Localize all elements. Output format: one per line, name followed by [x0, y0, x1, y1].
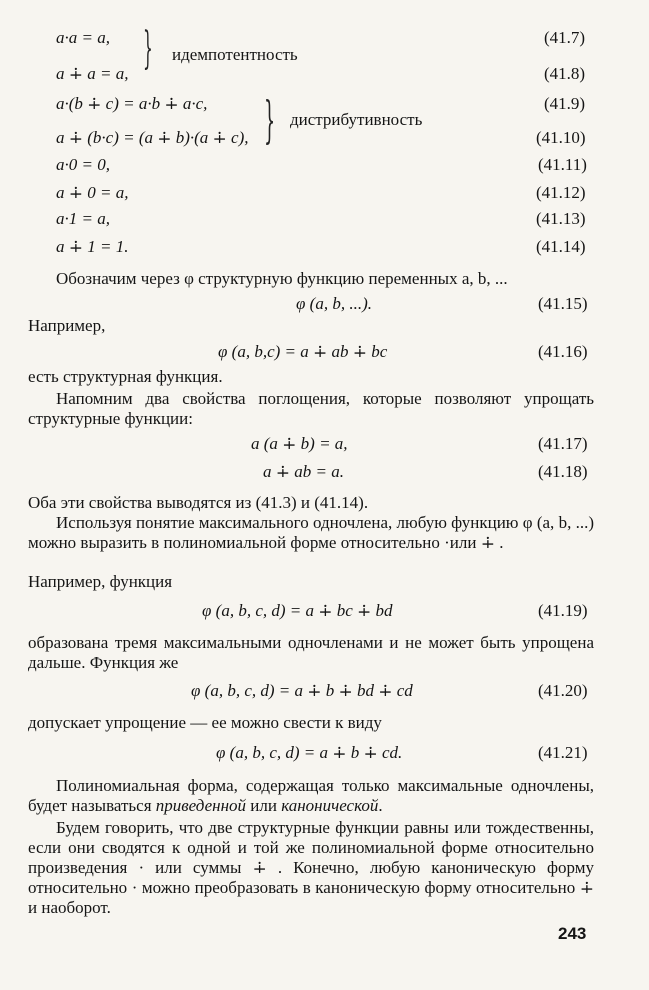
term-reduced: приведенной — [155, 796, 247, 815]
equation-label-41-18: (41.18) — [538, 462, 588, 481]
canonical-text-before: Полиномиальная форма, содержащая только максимальные одночлены, будет называться — [28, 776, 594, 815]
canonical-text-middle: или — [246, 796, 282, 815]
equation-41-10: a ∔ (b·c) = (a ∔ b)·(a ∔ c), — [56, 128, 249, 147]
equation-41-18: a ∔ ab = a. — [263, 462, 344, 481]
equation-label-41-21: (41.21) — [538, 743, 588, 762]
equation-41-12: a ∔ 0 = a, — [56, 183, 129, 202]
paragraph-polynomial-form: Используя понятие максимального одночлена, любую функцию φ (a, b, ...) можно выразить в полиномиальной форме относительно ·или ∔ . — [28, 513, 594, 552]
label-distributivity: дистрибутивность — [290, 110, 423, 129]
brace-idempotence: } — [143, 23, 153, 74]
equation-label-41-14: (41.14) — [536, 237, 586, 256]
equation-label-41-19: (41.19) — [538, 601, 588, 620]
equation-41-8: a ∔ a = a, — [56, 64, 129, 83]
paragraph-definition: Обозначим через φ структурную функцию переменных a, b, ... — [56, 269, 508, 288]
equation-label-41-20: (41.20) — [538, 681, 588, 700]
equation-41-15: φ (a, b, ...). — [296, 294, 372, 313]
brace-distributivity: } — [264, 91, 276, 149]
equation-41-9: a·(b ∔ c) = a·b ∔ a·c, — [56, 94, 208, 113]
paragraph-formed-by: образована тремя максимальными одночленами и не может быть упрощена дальше. Функция же — [28, 633, 594, 672]
equation-41-14: a ∔ 1 = 1. — [56, 237, 129, 256]
paragraph-canonical-form — [28, 776, 594, 816]
equation-label-41-15: (41.15) — [538, 294, 588, 313]
equation-41-21: φ (a, b, c, d) = a ∔ b ∔ cd. — [216, 743, 403, 762]
equation-41-13: a·1 = a, — [56, 209, 110, 228]
equation-41-19: φ (a, b, c, d) = a ∔ bc ∔ bd — [202, 601, 393, 620]
paragraph-absorption: Напомним два свойства поглощения, которые позволяют упрощать структурные функции: — [28, 389, 594, 428]
equation-label-41-7: (41.7) — [544, 28, 586, 47]
label-idempotence: идемпотентность — [172, 45, 298, 64]
canonical-text-after: . — [378, 796, 383, 815]
equation-label-41-13: (41.13) — [536, 209, 586, 228]
paragraph-example: Например, — [28, 316, 106, 335]
equation-label-41-8: (41.8) — [544, 64, 586, 83]
equation-41-16: φ (a, b,c) = a ∔ ab ∔ bc — [218, 342, 388, 361]
equation-41-17: a (a ∔ b) = a, — [251, 434, 348, 453]
equation-label-41-10: (41.10) — [536, 128, 586, 147]
equation-41-7: a·a = a, — [56, 28, 110, 47]
paragraph-simplification: допускает упрощение — ее можно свести к виду — [28, 713, 382, 732]
equation-label-41-12: (41.12) — [536, 183, 586, 202]
equation-label-41-11: (41.11) — [538, 155, 587, 174]
page-number: 243 — [558, 924, 587, 943]
term-canonical: канонической — [281, 796, 379, 815]
equation-label-41-16: (41.16) — [538, 342, 588, 361]
equation-41-11: a·0 = 0, — [56, 155, 110, 174]
paragraph-is-structural: есть структурная функция. — [28, 367, 223, 386]
equation-label-41-9: (41.9) — [544, 94, 586, 113]
paragraph-for-example-function: Например, функция — [28, 572, 173, 591]
paragraph-equality: Будем говорить, что две структурные функции равны или тождественны, если они сводятся к одной и той же полиномиальной форме относительно произведения · или суммы ∔ . Конечно, любую каноническую форму относительно · можно преобразовать в каноническую форму относительно ∔ и наоборот. — [28, 818, 594, 917]
equation-label-41-17: (41.17) — [538, 434, 588, 453]
equation-41-20: φ (a, b, c, d) = a ∔ b ∔ bd ∔ cd — [191, 681, 413, 700]
paragraph-derivation: Оба эти свойства выводятся из (41.3) и (41.14). — [28, 493, 369, 512]
